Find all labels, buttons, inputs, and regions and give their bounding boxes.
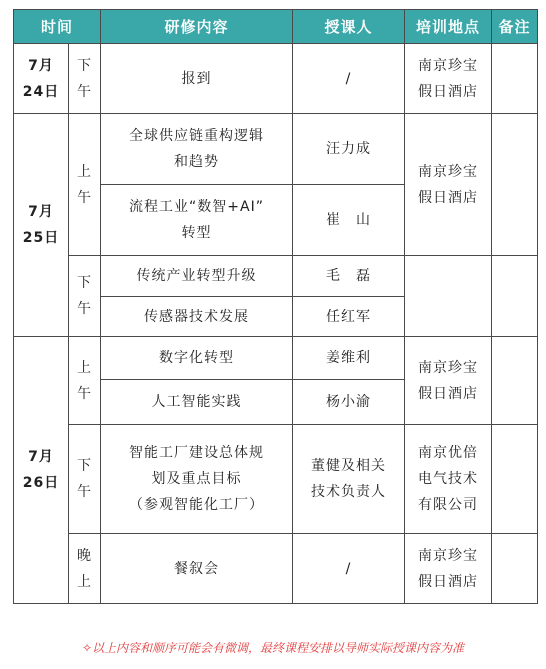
teacher-cell: 任红军 [293, 297, 405, 337]
content-cell: 流程工业“数智+AI” 转型 [101, 185, 293, 256]
header-teacher: 授课人 [293, 10, 405, 44]
period-afternoon: 下 午 [69, 256, 101, 337]
schedule-table [13, 9, 538, 604]
period-afternoon: 下 午 [69, 425, 101, 534]
header-location: 培训地点 [405, 10, 492, 44]
header-row [14, 10, 538, 44]
remarks-cell [492, 425, 538, 534]
table-row [14, 425, 538, 534]
location-cell-empty [405, 256, 492, 337]
period-afternoon: 下 午 [69, 44, 101, 114]
content-cell: 全球供应链重构逻辑 和趋势 [101, 114, 293, 185]
footnote-text: 以上内容和顺序可能会有微调，最终课程安排以导师实际授课内容为准 [92, 641, 465, 655]
location-cell: 南京优倍 电气技术 有限公司 [405, 425, 492, 534]
teacher-cell: 姜维利 [293, 337, 405, 380]
content-cell: 餐叙会 [101, 534, 293, 604]
teacher-cell: / [293, 534, 405, 604]
location-cell: 南京珍宝 假日酒店 [405, 44, 492, 114]
table-row [14, 534, 538, 604]
teacher-cell: 杨小渝 [293, 380, 405, 425]
header-remarks: 备注 [492, 10, 538, 44]
table-row [14, 256, 538, 297]
table-row [14, 114, 538, 185]
location-cell: 南京珍宝 假日酒店 [405, 337, 492, 425]
remarks-cell [492, 114, 538, 256]
date-cell-0725: 7月 25日 [14, 114, 69, 337]
teacher-cell: / [293, 44, 405, 114]
period-morning: 上 午 [69, 337, 101, 425]
star-icon: ✧ [81, 641, 93, 655]
teacher-cell: 毛 磊 [293, 256, 405, 297]
teacher-cell: 董健及相关 技术负责人 [293, 425, 405, 534]
location-cell: 南京珍宝 假日酒店 [405, 534, 492, 604]
content-cell: 传统产业转型升级 [101, 256, 293, 297]
teacher-cell: 汪力成 [293, 114, 405, 185]
location-cell: 南京珍宝 假日酒店 [405, 114, 492, 256]
remarks-cell [492, 337, 538, 425]
remarks-cell [492, 256, 538, 337]
period-morning: 上 午 [69, 114, 101, 256]
table-row [14, 337, 538, 380]
footnote [0, 639, 546, 656]
content-cell: 智能工厂建设总体规 划及重点目标 （参观智能化工厂） [101, 425, 293, 534]
period-evening: 晚 上 [69, 534, 101, 604]
header-content: 研修内容 [101, 10, 293, 44]
date-cell-0724: 7月 24日 [14, 44, 69, 114]
remarks-cell [492, 534, 538, 604]
content-cell: 报到 [101, 44, 293, 114]
header-time: 时间 [14, 10, 101, 44]
content-cell: 人工智能实践 [101, 380, 293, 425]
content-cell: 传感器技术发展 [101, 297, 293, 337]
remarks-cell [492, 44, 538, 114]
content-cell: 数字化转型 [101, 337, 293, 380]
teacher-cell: 崔 山 [293, 185, 405, 256]
table-row [14, 44, 538, 114]
date-cell-0726: 7月 26日 [14, 337, 69, 604]
